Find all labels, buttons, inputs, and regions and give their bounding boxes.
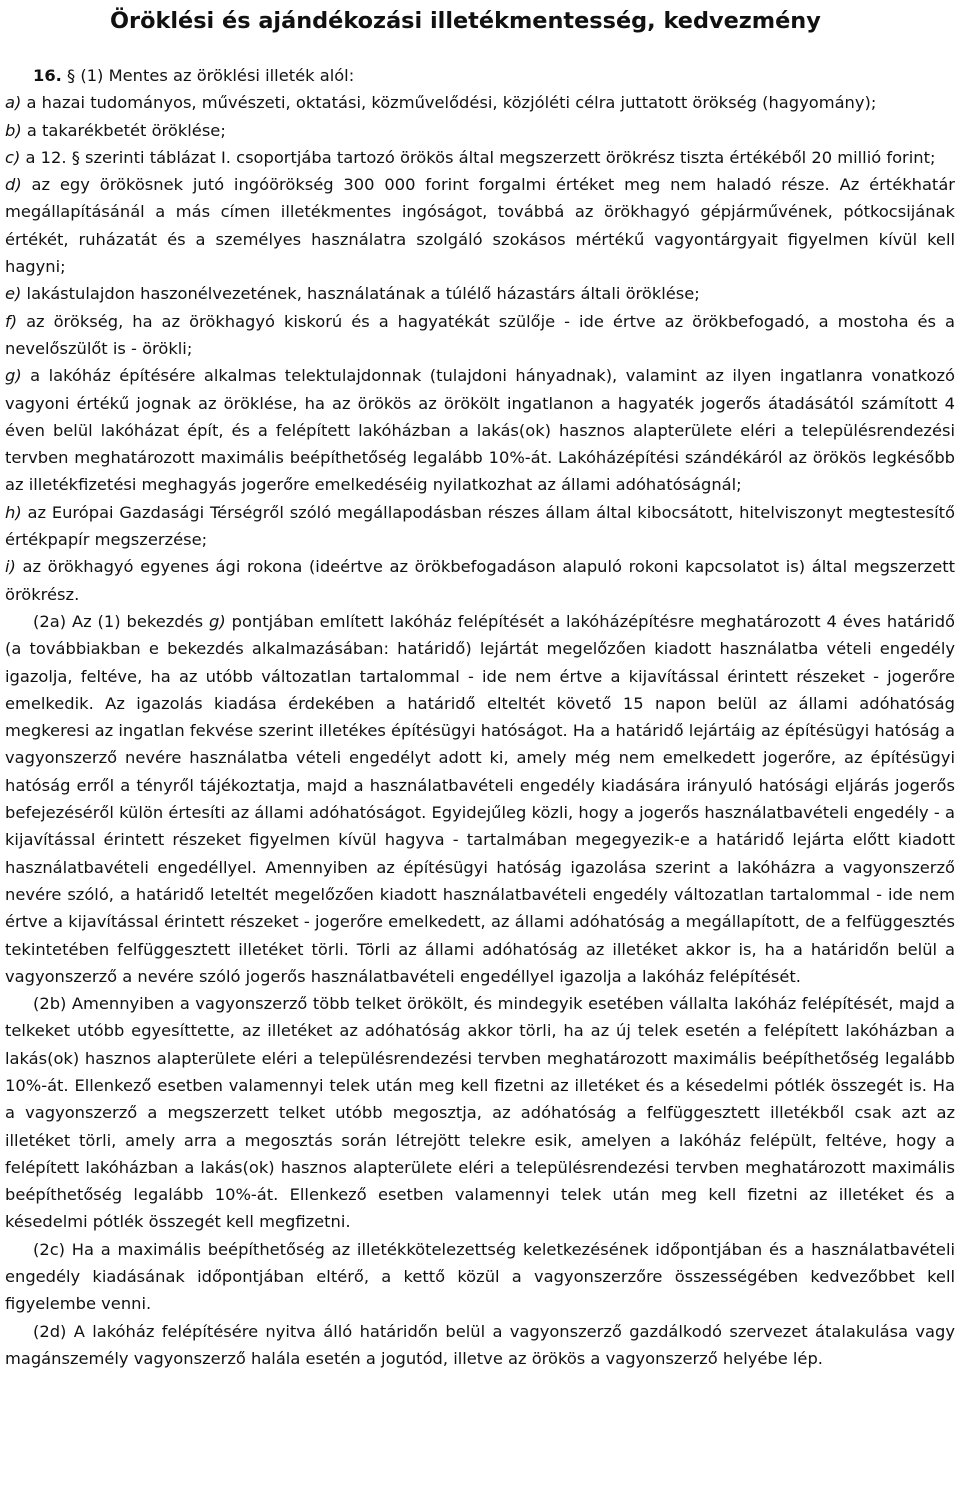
- paragraph-2c: (2c) Ha a maximális beépíthetőség az illetékkötelezettség keletkezésének időpontjában és a használatbavételi engedély kiadásának időpontjában eltérő, a kettő közül a vagyonszerzőre összességében kedvezőbbet kell figyelembe venni.: [5, 1239, 955, 1314]
- item-label: h): [5, 502, 22, 522]
- item-i: [5, 553, 955, 608]
- document-body: [5, 62, 955, 1372]
- section-16-intro: [5, 62, 955, 89]
- item-label: f): [5, 311, 18, 331]
- item-e: [5, 280, 955, 307]
- item-label: g): [5, 366, 22, 386]
- item-text: a takarékbetét öröklése;: [21, 120, 226, 140]
- item-label: i): [5, 557, 16, 577]
- paragraph-2a: [5, 608, 955, 990]
- item-b: [5, 117, 955, 144]
- section-intro-text: (1) Mentes az öröklési illeték alól:: [75, 66, 355, 85]
- item-text: az Európai Gazdasági Térségről szóló megállapodásban részes állam által kibocsátott, hitelviszonyt megtestesítő értékpapír megszerzése;: [5, 502, 955, 550]
- paragraph-2a-after: pontjában említett lakóház felépítését a lakóházépítésre meghatározott 4 éves határidő (a továbbiakban e bekezdés alkalmazásában: határidő) lejártát megelőzően kiadott használatba vételi engedély igazolja, feltéve, ha az utóbb változatlan tartalommal - ide nem értve a kijavítással érintett részeket - jogerőre emelkedik. Az igazolás kiadása érdekében a határidő elteltét követő 15 napon belül az állami adóhatóság megkeresi az ingatlan fekvése szerint illetékes építésügyi hatóságot. Ha a határidő lejártáig az építésügyi hatóság a vagyonszerző nevére használatba vételi engedélyt adott ki, amely még nem emelkedett jogerőre, az építésügyi hatóság erről a tényről tájékoztatja, majd a használatbavételi engedély kiadására irányuló hatósági eljárás jogerős befejezéséről külön értesíti az állami adóhatóságot. Egyidejűleg közli, hogy a jogerős használatbavételi engedély - a kijavítással érintett részeket figyelmen kívül hagyva - tartalmában megegyezik-e a határidő lejárta előtt kiadott használatbavételi engedéllyel. Amennyiben az építésügyi hatóság igazolása szerint a lakóházra a vagyonszerző nevére szóló, a határidő leteltét megelőzően kiadott használatbavételi engedély változatlan tartalommal - ide nem értve a kijavítással érintett részeket - jogerőre emelkedett, az állami adóhatóság a megállapított, de a felfüggesztés tekintetében felfüggesztett illetéket törli. Törli az állami adóhatóság az illetéket akkor is, ha a határidőn belül a vagyonszerző a nevére szóló jogerős használatbavételi engedéllyel igazolja a lakóház felépítését.: [5, 611, 955, 986]
- item-h: [5, 499, 955, 554]
- item-label: d): [5, 175, 22, 195]
- item-f: [5, 308, 955, 363]
- paragraph-2a-ref: g): [209, 611, 226, 631]
- item-text: a lakóház építésére alkalmas telektulajdonnak (tulajdoni hányadnak), valamint az ilyen ingatlanra vonatkozó vagyoni értékű jognak az öröklése, ha az örökös az örökölt ingatlanon a hagyaték jogerős átadásától számított 4 éven belül lakóházat épít, és a felépített lakóházban a lakás(ok) hasznos alapterülete eléri a településrendezési tervben meghatározott maximális beépíthetőség legalább 10%-át. Lakóházépítési szándékáról az örökös legkésőbb az illetékfizetési meghagyás jogerőre emelkedéséig nyilatkozhat az állami adóhatóságnál;: [5, 366, 955, 495]
- item-text: a 12. § szerinti táblázat I. csoportjába tartozó örökös által megszerzett örökrész tiszta értékéből 20 millió forint;: [20, 147, 936, 167]
- item-g: [5, 362, 955, 498]
- section-number: 16.: [33, 66, 62, 85]
- item-d: [5, 171, 955, 280]
- item-text: az örökhagyó egyenes ági rokona (ideértve az örökbefogadáson alapuló rokoni kapcsolatot is) által megszerzett örökrész.: [5, 557, 955, 604]
- item-label: e): [5, 284, 22, 304]
- paragraph-2a-before: (2a) Az (1) bekezdés: [33, 611, 210, 631]
- paragraph-2d: (2d) A lakóház felépítésére nyitva álló határidőn belül a vagyonszerző gazdálkodó szervezet átalakulása vagy magánszemély vagyonszerző halála esetén a jogutód, illetve az örökös a vagyonszerző helyébe lép.: [5, 1321, 955, 1368]
- item-label: a): [5, 93, 22, 113]
- item-text: az örökség, ha az örökhagyó kiskorú és a hagyatékát szülője - ide értve az örökbefogadó, a mostoha és a nevelőszülőt is - örökli;: [5, 311, 955, 358]
- item-text: lakástulajdon haszonélvezetének, használatának a túlélő házastárs általi öröklése;: [21, 284, 700, 304]
- document-page: [5, 0, 955, 1372]
- paragraph-2b: (2b) Amennyiben a vagyonszerző több telket örökölt, és mindegyik esetében vállalta lakóház felépítését, majd a telkeket utóbb egyesíttette, az illetéket az adóhatóság akkor törli, ha az új telek esetén a felépített lakóházban a lakás(ok) hasznos alapterülete eléri a településrendezési tervben meghatározott maximális beépíthetőség legalább 10%-át. Ellenkező esetben valamennyi telek után meg kell fizetni az illetéket és a késedelmi pótlék összegét is. Ha a vagyonszerző a megszerzett telket utóbb megosztja, az adóhatóság a felfüggesztett illetékből csak azt az illetéket törli, amely arra a megosztás során létrejött telekre esik, amelyen a lakóház felépült, feltéve, hogy a felépített lakóházban a lakás(ok) hasznos alapterülete eléri a településrendezési tervben meghatározott maximális beépíthetőség legalább 10%-át. Ellenkező esetben valamennyi telek után meg kell fizetni az illetéket és a késedelmi pótlék összegét kell megfizetni.: [5, 994, 955, 1232]
- item-text: a hazai tudományos, művészeti, oktatási, közművelődési, közjóléti célra juttatott örökség (hagyomány);: [21, 93, 877, 113]
- item-text: az egy örökösnek jutó ingóörökség 300 000 forint forgalmi értéket meg nem haladó része. Az értékhatár megállapításánál a más címen illetékmentes ingóságot, továbbá az örökhagyó gépjárművének, pótkocsijának értékét, ruházatát és a személyes használatra szolgáló szokásos mértékű vagyontárgyait figyelmen kívül kell hagyni;: [5, 175, 955, 277]
- item-a: [5, 89, 955, 116]
- page-title: Öröklési és ajándékozási illetékmentesség, kedvezmény: [110, 8, 821, 34]
- item-label: c): [5, 147, 21, 167]
- item-c: [5, 144, 955, 171]
- section-sign: §: [67, 66, 76, 85]
- item-label: b): [5, 120, 22, 140]
